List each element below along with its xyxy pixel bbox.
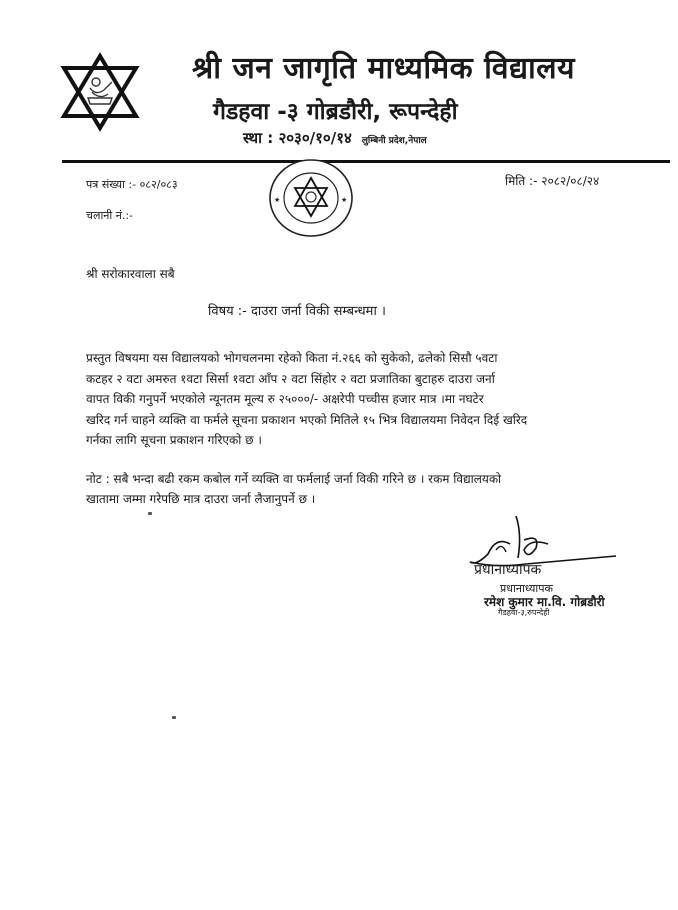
school-seal-icon: [268, 158, 354, 238]
letter-date: मिति :- २०८२/०८/२४: [505, 174, 600, 188]
svg-text:★: ★: [341, 196, 348, 204]
stamp-title: प्रधानाध्यापक: [500, 582, 553, 595]
body-paragraph: [86, 348, 646, 451]
body-line: कटहर २ वटा अमरुत १वटा सिर्सा १वटा आँप २ वटा सिंहोर २ वटा प्रजातिका बुटाहरु दाउरा जर्ना: [86, 371, 495, 386]
note-line: नोट : सबै भन्दा बढी रकम कबोल गर्ने व्यक्ति वा फर्मलाई जर्ना विकी गरिने छ । रकम विद्यालयको: [86, 472, 502, 486]
scan-speck: [172, 716, 176, 719]
svg-text:★: ★: [274, 196, 281, 204]
signatory-title: प्रधानाध्यापक: [474, 562, 542, 578]
school-name: श्री जन जागृति माध्यमिक विद्यालय: [192, 51, 575, 86]
established-line: [243, 128, 427, 148]
header-divider: [62, 160, 670, 163]
province: लुम्बिनी प्रदेश,नेपाल: [361, 136, 427, 146]
reference-number: पत्र संख्या :- ०८२/०८३: [86, 178, 178, 191]
stamp-address: गैडहवा-३,रुपन्देही: [498, 608, 550, 617]
scan-speck: [148, 512, 152, 515]
established-date: स्था : २०३०/१०/१४: [243, 129, 352, 147]
note-paragraph: [86, 469, 646, 509]
school-logo-icon: [60, 52, 140, 132]
body-line: वापत विकी गनुपर्ने भएकोले न्यूनतम मूल्य रु २५०००/- अक्षरेपी पच्चीस हजार मात्र ।मा नघटेर: [86, 392, 484, 406]
body-line: प्रस्तुत विषयमा यस विद्यालयको भोगचलनमा रहेको किता नं.२६६ को सुकेको, ढलेको सिसौ ५वटा: [86, 351, 498, 365]
body-line: गर्नका लागि सूचना प्रकाशन गरिएको छ ।: [86, 433, 262, 447]
body-line: खरिद गर्न चाहने व्यक्ति वा फर्मले सूचना प्रकाशन भएको मितिले १५ भित्र विद्यालयमा निवेदन दिई खरिद: [86, 412, 528, 427]
note-line: खातामा जम्मा गरेपछि मात्र दाउरा जर्ना लैजानुपर्ने छ ।: [86, 492, 316, 506]
dispatch-number: चलानी नं.:-: [86, 209, 134, 222]
stamp-name: रमेश कुमार मा.वि. गोब्रडौरी: [484, 595, 605, 609]
salutation: श्री सरोकारवाला सबै: [86, 267, 175, 281]
subject-line: विषय :- दाउरा जर्ना विकी सम्बन्धमा ।: [208, 304, 386, 319]
school-address: गैडहवा -३ गोब्रडौरी, रूपन्देही: [213, 99, 458, 125]
